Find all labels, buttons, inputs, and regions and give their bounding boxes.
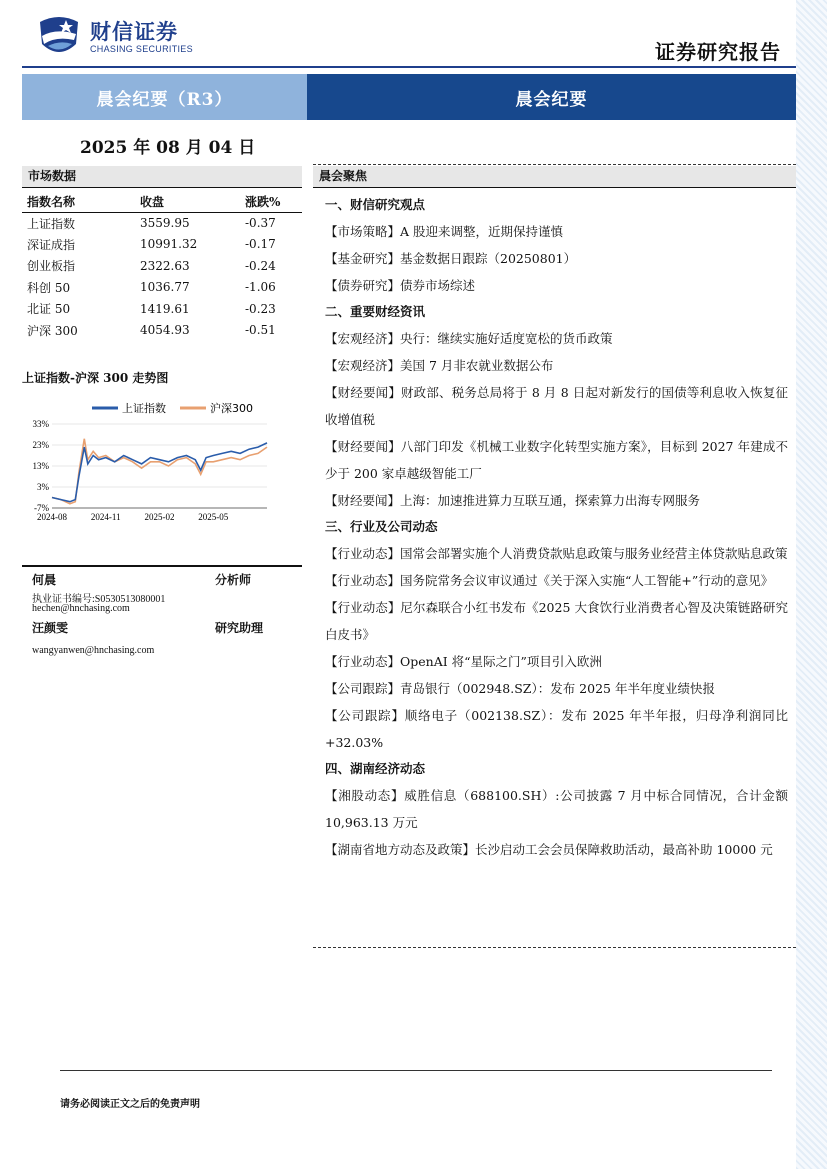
trend-chart	[22, 396, 272, 530]
focus-item: 【财经要闻】财政部、税务总局将于 8 月 8 日起对新发行的国债等利息收入恢复征收增值税	[325, 385, 788, 427]
logo-english-text: CHASING SECURITIES	[90, 44, 193, 54]
index-close: 4054.93	[140, 323, 190, 338]
y-tick-label: -7%	[34, 503, 49, 513]
table-row	[22, 298, 302, 320]
index-name: 沪深 300	[27, 323, 78, 338]
company-logo	[36, 14, 196, 60]
index-name: 科创 50	[27, 280, 71, 295]
focus-item: 【行业动态】尼尔森联合小红书发布《2025 大食饮行业消费者心智及决策链路研究白皮书》	[325, 600, 788, 642]
table-row	[22, 234, 302, 256]
analyst-block	[22, 565, 302, 675]
column-header: 指数名称	[22, 192, 140, 212]
index-close: 1419.61	[140, 301, 190, 316]
focus-item: 【宏观经济】美国 7 月非农就业数据公布	[325, 358, 554, 373]
focus-item: 【市场策略】A 股迎来调整，近期保持谨慎	[325, 224, 564, 239]
chart-title: 上证指数-沪深 300 走势图	[22, 371, 169, 385]
header-divider	[22, 66, 796, 68]
legend-label: 上证指数	[122, 402, 166, 415]
focus-section-heading: 四、湖南经济动态	[325, 761, 426, 776]
report-type-label: 证券研究报告	[655, 40, 781, 64]
focus-item: 【基金研究】基金数据日跟踪（20250801）	[325, 251, 577, 266]
analyst-divider	[22, 565, 302, 567]
assistant-role: 研究助理	[215, 621, 264, 635]
x-tick-label: 2024-11	[90, 512, 121, 522]
table-row	[22, 255, 302, 277]
table-row	[22, 320, 302, 342]
focus-item: 【湖南省地方动态及政策】长沙启动工会会员保障救助活动，最高补助 10000 元	[325, 842, 773, 857]
page-side-strip	[796, 0, 827, 1169]
index-name: 上证指数	[27, 216, 76, 231]
index-change: -0.23	[245, 301, 276, 316]
focus-section-heading: 二、重要财经资讯	[325, 304, 426, 319]
focus-item: 【行业动态】国务院常务会议审议通过《关于深入实施“人工智能+”行动的意见》	[325, 573, 774, 588]
focus-item: 【债券研究】债券市场综述	[325, 278, 476, 293]
focus-item: 【宏观经济】央行：继续实施好适度宽松的货币政策	[325, 331, 613, 346]
focus-section-heading: 三、行业及公司动态	[325, 519, 438, 534]
assistant-name: 汪颜雯	[32, 621, 69, 635]
focus-heading: 晨会聚焦	[313, 166, 796, 188]
y-tick-label: 3%	[37, 482, 49, 492]
banner-right: 晨会纪要	[307, 74, 796, 120]
index-close: 1036.77	[140, 280, 190, 295]
focus-item: 【公司跟踪】顺络电子（002138.SZ）：发布 2025 年半年报，归母净利润同比+32.03%	[325, 708, 788, 750]
y-tick-label: 23%	[32, 440, 49, 450]
logo-badge-icon	[36, 14, 82, 58]
focus-item: 【公司跟踪】青岛银行（002948.SZ）：发布 2025 年半年度业绩快报	[325, 681, 715, 696]
focus-item: 【湘股动态】威胜信息（688100.SH）:公司披露 7 月中标合同情况，合计金额 10,963.13 万元	[325, 788, 788, 830]
focus-item: 【财经要闻】上海：加速推进算力互联互通，探索算力出海专网服务	[325, 493, 701, 508]
index-change: -0.37	[245, 216, 276, 230]
column-header: 收盘	[140, 192, 240, 212]
focus-item: 【行业动态】国常会部署实施个人消费贷款贴息政策与服务业经营主体贷款贴息政策	[325, 546, 788, 561]
market-data-heading: 市场数据	[22, 166, 302, 188]
x-tick-label: 2025-02	[144, 512, 175, 522]
report-date: 2025 年 08 月 04 日	[80, 138, 256, 158]
logo-chinese-text: 财信证券	[90, 20, 178, 44]
focus-section-heading: 一、财信研究观点	[325, 197, 426, 212]
assistant-email[interactable]: wangyanwen@hnchasing.com	[32, 645, 155, 656]
index-change: -0.24	[245, 258, 276, 273]
x-tick-label: 2025-05	[198, 512, 229, 522]
analyst-email[interactable]: hechen@hnchasing.com	[32, 603, 130, 614]
column-header: 涨跌%	[240, 192, 302, 212]
analyst-name: 何晨	[32, 573, 57, 587]
y-tick-label: 13%	[32, 461, 49, 471]
x-tick-label: 2024-08	[37, 512, 67, 522]
index-name: 北证 50	[27, 302, 71, 317]
index-change: -0.17	[245, 237, 276, 252]
focus-top-divider	[313, 164, 796, 165]
series-line	[52, 443, 267, 502]
index-close: 2322.63	[140, 258, 190, 273]
index-change: -1.06	[245, 280, 276, 295]
banner-left: 晨会纪要（R3）	[22, 74, 307, 120]
index-name: 创业板指	[27, 259, 76, 274]
y-tick-label: 33%	[32, 419, 49, 429]
focus-item: 【财经要闻】八部门印发《机械工业数字化转型实施方案》，目标到 2027 年建成不少于 200 家卓越级智能工厂	[325, 439, 788, 481]
footer-divider	[60, 1070, 772, 1071]
index-name: 深证成指	[27, 237, 76, 252]
market-data-table	[22, 192, 302, 341]
index-close: 10991.32	[140, 237, 198, 252]
index-change: -0.51	[245, 323, 276, 338]
focus-list	[313, 192, 788, 863]
analyst-cert: 执业证书编号:S0530513080001	[32, 594, 166, 605]
legend-label: 沪深300	[210, 402, 253, 415]
index-close: 3559.95	[140, 216, 190, 230]
analyst-role: 分析师	[215, 573, 252, 587]
table-header-row	[22, 192, 302, 212]
focus-item: 【行业动态】OpenAI 将“星际之门”项目引入欧洲	[325, 654, 602, 669]
table-row	[22, 212, 302, 234]
disclaimer-note: 请务必阅读正文之后的免责声明	[60, 1099, 200, 1110]
focus-bottom-divider	[313, 947, 796, 948]
table-row	[22, 277, 302, 299]
